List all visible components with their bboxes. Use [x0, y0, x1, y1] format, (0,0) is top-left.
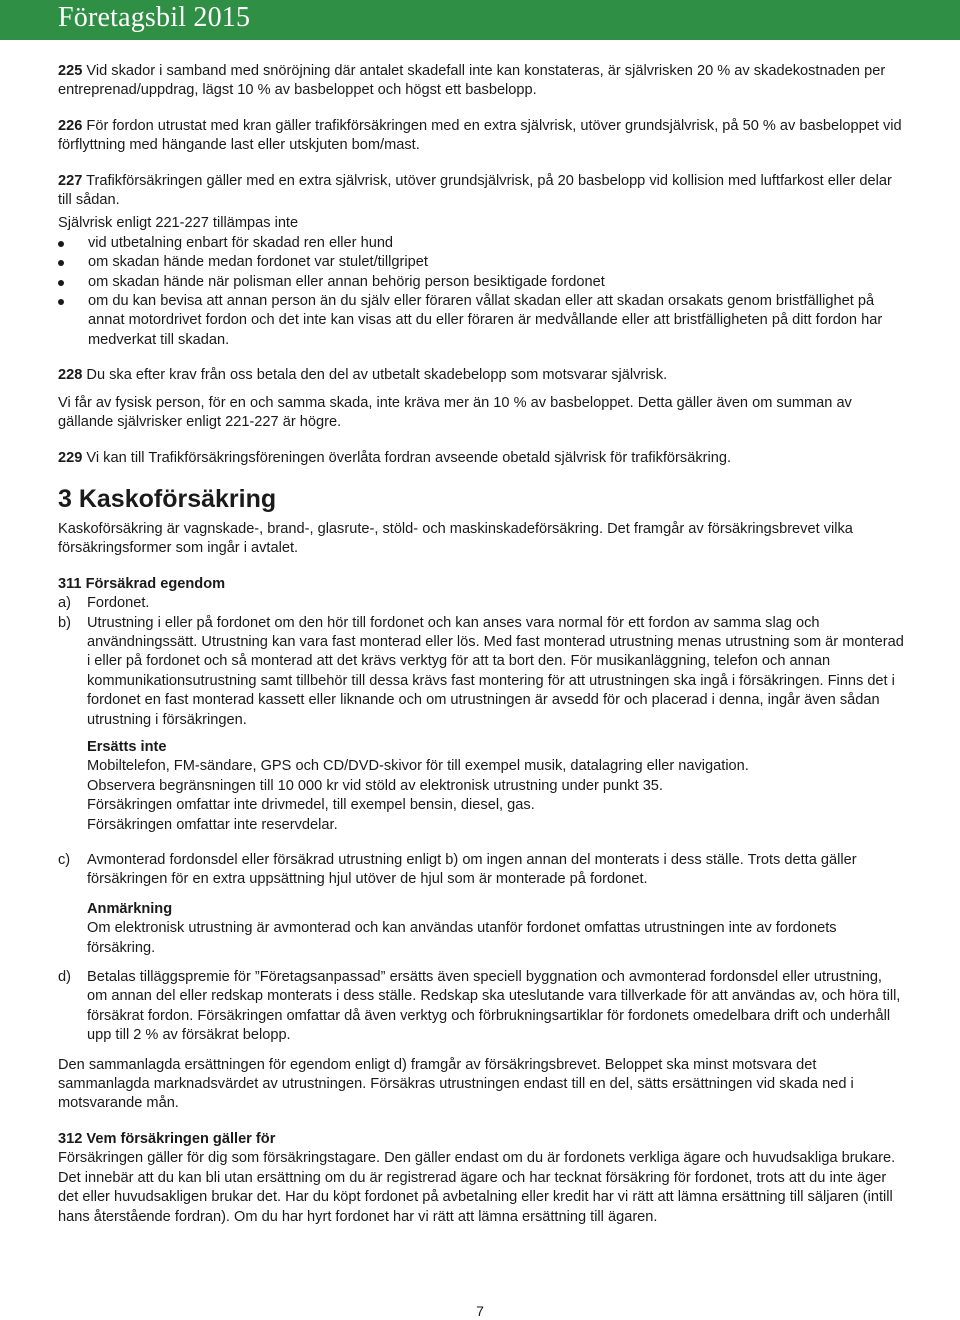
clause-number: 228 [58, 367, 83, 384]
clause-number: 227 [58, 172, 83, 189]
exclusions-block [58, 738, 904, 835]
exclusion-line: Mobiltelefon, FM-sändare, GPS och CD/DVD-skivor för till exempel musik, datalagring eller navigation. [87, 758, 749, 775]
note-block [58, 900, 904, 958]
section-intro: Kaskoförsäkring är vagnskade-, brand-, glasrute-, stöld- och maskinskadeförsäkring. Det framgår av försäkringsbrevet vilka försäkringsformer som ingår i avtalet. [58, 520, 853, 557]
list-item-b [58, 614, 904, 730]
exclusions-heading: Ersätts inte [87, 738, 167, 755]
list-item: vid utbetalning enbart för skadad ren eller hund [58, 234, 904, 253]
clause-text: Du ska efter krav från oss betala den del av utbetalt skadebelopp som motsvarar självrisk. [82, 367, 668, 384]
list-item: om skadan hände när polisman eller annan behörig person besiktigade fordonet [58, 273, 904, 292]
page-content [58, 62, 904, 1227]
clause-number: 225 [58, 63, 83, 79]
item-label: d) [58, 969, 71, 986]
document-title: Företagsbil 2015 [58, 2, 251, 33]
subsection-312-text: Försäkringen gäller för dig som försäkringstagare. Den gäller endast om du är fordonets verkliga ägare och huvudsakliga brukare. Det innebär att du kan bli utan ersättning om du är registrerad ägare och har tecknat försäkring för fordonet, trots att du inte äger det eller huvudsakligen brukar det. Har du köpt fordonet på avbetalning eller kredit har vi rätt att lämna ersättning till säljaren (intill hans återstående fordran). Om du har hyrt fordonet har vi rätt att lämna ersättning till ägaren. [58, 1150, 896, 1225]
header-bar [0, 0, 960, 40]
paragraph-228-extra: Vi får av fysisk person, för en och samma skada, inte kräva mer än 10 % av basbeloppet. Detta gäller även om summan av gällande självrisker enligt 221-227 är högre. [58, 394, 852, 431]
item-text: Avmonterad fordonsdel eller försäkrad utrustning enligt b) om ingen annan del monterats i dess ställe. Trots detta gäller försäkringen för en extra uppsättning hjul utöver de hjul som är monterade på fordonet. [87, 852, 857, 888]
clause-text: Vi kan till Trafikförsäkringsföreningen överlåta fordran avseende obetald självrisk för trafikförsäkring. [82, 449, 732, 466]
exclusion-line: Observera begränsningen till 10 000 kr vid stöld av elektronisk utrustning under punkt 35. [87, 777, 663, 794]
paragraph-227 [58, 172, 904, 211]
item-label: b) [58, 614, 71, 631]
list-item-c [58, 851, 904, 890]
exclusion-line: Försäkringen omfattar inte drivmedel, till exempel bensin, diesel, gas. [87, 797, 535, 814]
list-item: om skadan hände medan fordonet var stulet/tillgripet [58, 253, 904, 272]
item-text: Betalas tilläggspremie för ”Företagsanpassad” ersätts även speciell byggnation och avmonterad fordonsdel eller utrustning, om annan del eller redskap monterats i dess ställe. Redskap ska uteslutande vara tillverkade för att användas av, och höra till, försäkrat fordon. Försäkringen omfattar då även verktyg och förbrukningsartiklar för fordonets omedelbara drift och underhåll upp till 2 % av försäkrat belopp. [87, 969, 901, 1044]
section-heading: 3 Kaskoförsäkring [58, 484, 277, 513]
paragraph-228 [58, 366, 904, 385]
list-item: om du kan bevisa att annan person än du själv eller föraren vållat skadan eller att skadan orsakats genom bristfällighet på annat motordrivet fordon och det inte kan visas att du eller föraren är medvållande eller att bristfälligheten på ditt fordon har medverkat till skadan. [58, 292, 904, 350]
clause-text: För fordon utrustat med kran gäller trafikförsäkringen med en extra självrisk, utöver grundsjälvrisk, på 50 % av basbeloppet vid förflyttning med hängande last eller utskjuten bom/mast. [58, 117, 902, 154]
subsection-heading-312: 312 Vem försäkringen gäller för [58, 1130, 276, 1147]
paragraph-225 [58, 62, 904, 101]
subsection-heading-311: 311 Försäkrad egendom [58, 575, 226, 592]
note-text: Om elektronisk utrustning är avmonterad och kan användas utanför fordonet omfattas utrustningen inte av fordonets försäkring. [87, 920, 837, 956]
clause-text: Trafikförsäkringen gäller med en extra självrisk, utöver grundsjälvrisk, på 20 basbelopp vid kollision med luftfarkost eller delar till sådan. [58, 172, 892, 209]
item-label: c) [58, 852, 71, 868]
paragraph-229 [58, 449, 904, 468]
list-item-d [58, 968, 904, 1046]
self-risk-intro: Självrisk enligt 221-227 tillämpas inte [58, 215, 299, 232]
item-text: Fordonet. [87, 595, 150, 612]
paragraph-226 [58, 117, 904, 156]
page-number: 7 [476, 1303, 484, 1319]
list-item-a [58, 594, 904, 613]
clause-number: 229 [58, 449, 83, 466]
item-label: a) [58, 595, 71, 612]
self-risk-list [58, 234, 904, 350]
clause-number: 226 [58, 117, 83, 134]
total-compensation-paragraph: Den sammanlagda ersättningen för egendom enligt d) framgår av försäkringsbrevet. Beloppet ska minst motsvara det sammanlagda marknadsvärdet av utrustningen. Försäkras utrustningen endast till en del, sätts ersättningen vid skada ned i motsvarande mån. [58, 1056, 854, 1112]
note-heading: Anmärkning [87, 900, 173, 917]
item-text: Utrustning i eller på fordonet om den hör till fordonet och kan anses vara normal för ett fordon av samma slag och användningssätt. Utrustning kan vara fast monterad eller lös. Med fast monterad utrustning menas utrustning som är monterad i eller på fordonet och så monterad att det krävs verktyg för att ta bort den. För musikanläggning, telefon och annan kommunikationsutrustning samt tillbehör till dessa krävs fast montering för att utrustningen ska ingå i försäkringen. Finns det i fordonet en fast monterad kassett eller liknande och om utrustningen är avsedd för och placerad i denna, ingår även sådan utrustning i försäkringen. [87, 614, 904, 728]
exclusion-line: Försäkringen omfattar inte reservdelar. [87, 816, 338, 833]
clause-text: Vid skador i samband med snöröjning där antalet skadefall inte kan konstateras, är självrisken 20 % av skadekostnaden per entreprenad/uppdrag, lägst 10 % av basbeloppet och högst ett basbelopp. [58, 63, 886, 99]
